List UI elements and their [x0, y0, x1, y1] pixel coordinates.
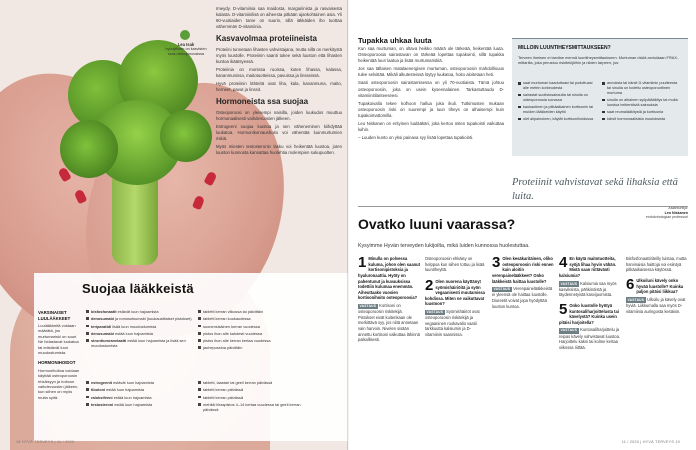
qa-column-1: [358, 256, 420, 345]
qa-column-3: [492, 256, 554, 311]
article-paragraph: Kun saa murtuman, on oltava heikko määrä ole tärkeää, heikentää luuta. Osteoporoosia sairastavan on tärkeää lopettaa tupakointi, sillä tupakka heikentää luun laatua ja lisää murtumariskiä.: [358, 46, 504, 64]
qa-answer: VASTAUS Kalsiumia saa myös kasviksista, pähkinöistä ja täydennetyistä kasvijuomista.: [559, 280, 617, 298]
qa-item: 1 Minulla on polvessa kuluma, johon olen saanut kortisonipistoksia ja hyaluronaattia. Hyöty on pahentunut ja kuvauksissa todettiin kulumaa enemmän. Aiheuttaako vuosien kortisonihoito osteoporoosia?: [358, 254, 420, 301]
article-paragraph: Myös miesten testosteronin lasku voi heikentää luustoa, joten luuston kunnosta kannattaa huolehtia molempien sukupuolten.: [216, 144, 342, 156]
dosage-item: jauhepussina päivittäin: [198, 345, 306, 350]
dosage-item: tabletti kerran kuukaudessa: [198, 316, 306, 321]
article-paragraph: Proteiini tunnetaan lihasten vahvistajana, mutta sillä on merkitystä myös luustolle. Proteiinin saanti tukee sekä luuston että lihasten kuntoa ikääntyessä.: [216, 46, 342, 64]
qa-answer-cont: Bisfosfonaattiriteilly luistaa, mutta harvinaisia haittoja voi esiintyä pitkäaikaisessa käytössä.: [626, 256, 687, 273]
qa-answer-cont: Osteoporoosin ehkäisy on helppoa kun siihen tottuu ja lisää luuntiheyttä.: [425, 256, 485, 273]
caption-text: hyödyllinen on kasvisten ruoa osteoporoosissa: [165, 47, 207, 57]
broccoli-floret: [60, 120, 118, 178]
section-heading: Tupakka uhkaa luuta: [358, 36, 432, 45]
medication-sidebar: [38, 310, 82, 405]
drug-item: bisfosfonaatit estävät luun hajoamista: [86, 309, 192, 314]
sidebar-text: Luulääkkeitä voidaan määrätä, jos murtumariski on suuri. Ne hidastavat luukatoa tai edistävät luun muodostumista.: [38, 323, 79, 356]
factbox-item: olet alipainoinen, käytät kortisonihoidossa: [518, 117, 598, 122]
article-paragraph: Jos saa tällaisen matalaenergisen murtuman, osteoporoosin mahdollisuus tulee selvittää. Mikäli alkutesteissä löytyy luukatoa, hoito aloitetaan heti.: [358, 66, 504, 78]
qa-column-4: [559, 256, 621, 352]
qa-item: 2 Olen nuorena käyttänyt syömishäiriöitä ja syön vegaanisesti muutamissa kohdissa. Miten ne vaikuttavat luustoon?: [425, 276, 485, 307]
factbox-title: MILLOIN LUUNTIHEYSMITTAUKSEEN?: [518, 45, 611, 51]
article-paragraph: Saati osteoporoosin sairastamisessa on yli 70-vuotiaista. Tämä johtuu osteoporoosiin, joka on usein kyseenalainen. Tarkastuttaudu D-vitamiinitilanteeseesi.: [358, 80, 504, 98]
caption-marker: [180, 30, 190, 40]
article-paragraph: – Luuden kunto on yksi painava syy lisää lopettaa tupakointi.: [358, 135, 474, 141]
article-paragraph: Tupakoivalla tekee kolhoon hallua joka ikuli. Tutkimusten mukaan osteoporoosin riski on suurempi ja luun tiheys on alhaisempi kuin tupakoimattomilla.: [358, 100, 504, 118]
qa-column-5: [626, 256, 688, 316]
factbox-list-1: [518, 81, 598, 123]
drug-list: [86, 309, 192, 350]
drug-item: testosteroni estää luun hajoamista: [86, 402, 192, 407]
factbox-item: sairastat suolistosairautta tai sinulla on osteoporoosia suvussa: [518, 93, 598, 103]
qa-column-2: [425, 256, 487, 340]
dosage-item: tabletti kerran viikossa tai päivittäin: [198, 309, 306, 314]
qa-answer: VASTAUS Kortisoni on osteoporoosin riskitekijä. Pistokset eivät kuitenkaan ole merkittävä syy, jos niitä annetaan vain harvoin. Nivelen sisään annettu kortisoni vaikuttaa lähinnä paikallisesti.: [358, 303, 420, 343]
article-paragraph: Hyvä proteiinin lähteitä ovat liha, kala, kananmuna, maito, herneet, pavut ja linssit.: [216, 81, 342, 93]
dosage-item: pistos ihon alle kahdesti vuodessa: [198, 331, 306, 336]
hormone-dosage-list: [198, 380, 306, 414]
dosage-item: tabletti, laastari tai geeli kerran päivässä: [198, 380, 306, 385]
page-gutter: [347, 0, 349, 450]
dosage-item: tabletti kerran päivässä: [198, 395, 306, 400]
tupakka-column: [358, 46, 504, 143]
page-folio-right: 11 / 2020 | HYVÄ TERVEYS 19: [621, 440, 680, 444]
factbox-item: sinulla on alhainen syöpälääkitys tai muita luustoa heikentäviä sairauksia: [602, 98, 682, 108]
sidebar-heading: HORMONIHOIDOT: [38, 360, 76, 366]
factbox-item: saat reumalääkitystä ja kortisonia: [602, 110, 682, 115]
qa-title: Ovatko luuni vaarassa?: [358, 216, 516, 232]
dosage-list: [198, 309, 306, 353]
drug-item: teriparatidi lisää luun muodostumista: [86, 324, 192, 329]
factbox-item: kaukautinen ja pitkäaikainen kortisonin tai muiden lääkkeiden käyttö: [518, 105, 598, 115]
factbox-list-2: [602, 81, 682, 123]
medication-panel-title: Suojaa lääkkeistä: [82, 281, 194, 296]
caption-name: Lea Isak: [177, 42, 195, 47]
dosage-item: suonensisäinen kerran vuodessa: [198, 324, 306, 329]
article-paragraph: Proteiinia on monissa ruoissa, kuten lihassa, kalassa, kananmunissa, maitotuotteissa, pavuissa ja linsseissä.: [216, 67, 342, 79]
expert-credit: Asiantuntija: Leo Niskanen endokrinologian professori: [645, 206, 688, 220]
factbox-item: saat murtuman kaaduttuasi tai pudottuasi alle metrin korkeudesta: [518, 81, 598, 91]
hormone-drug-list: [86, 380, 192, 409]
dosage-item: pistos ihon alle kerran kertaa vuodessa: [198, 338, 306, 343]
article-paragraph: Osteoporoosi on yleisempi naisilla, joiden luukudos muuttuu hormonaalisesti vaihdevuosien jälkeen.: [216, 109, 342, 121]
drug-item: denosumabi estää luun hajoamista: [86, 331, 192, 336]
qa-item: 4 En käytä maitotuotteita, syöjä lihaa hyvin vähän. Mistä saan riittävästi kalsiumia?: [559, 254, 617, 278]
dosage-item: mehiläi lihaspistos 4–14 kertaa vuodessa tai geeli kerran päivässä: [198, 402, 306, 412]
pull-quote: Proteiinit vahvistavat sekä lihaksia että luita.: [512, 177, 678, 202]
article-paragraph: Estrogeeni suojaa luustoa ja sen väheneminen kiihdyttää luukatoa. Hormonikorvaushoito voi vähentää luunmurtumien riskiä.: [216, 123, 342, 142]
factbox-item: annoksia tai kärsit D-vitamiinin puutteesta tai sinulla on todettu osteoporoottinen murtuma: [602, 81, 682, 96]
left-article-column: [216, 6, 342, 158]
bone-density-factbox: [512, 38, 688, 156]
sidebar-heading: VARSINAISET LUULÄÄKKEET: [38, 310, 71, 321]
sidebar-text: Hormonihoitoa voidaan käyttää osteoporoosin ehkäisyyn ja hoitoon vaihdevuosien jälkeen, kun siihen on myös muita syitä.: [38, 367, 80, 400]
qa-answer: VASTAUS Ulkoilu ja kävely ovat hyviä. Liikkumalla saa myös D-vitamiinia auringosta kesäisin.: [626, 296, 686, 314]
section-heading: Hormoneista ssa suojaa: [216, 97, 309, 107]
factbox-intro: Terveen ihmisen ei tarvitse mennä luuntiheysmittaukseen. Murtuman riskiä arvioidaan FRAX-mittarilla, joka perustuu riskitekijöihin ja niiden tarpeen, jos:: [518, 55, 679, 66]
page-folio-left: 18 HYVÄ TERVEYS | 11 / 2020: [16, 440, 75, 444]
dosage-item: tabletti kerran päivässä: [198, 387, 306, 392]
photo-caption: [163, 42, 209, 57]
qa-answer: VASTAUS Syömishäiriöt ovat osteoporoosin riskitekijä ja vegaaninen ruokavalio vaatii tarkkuutta kalsiumin ja D-vitamiinin saannissa.: [425, 309, 480, 338]
drug-item: tiboloni estää luun hajoamista: [86, 387, 192, 392]
drug-item: estrogeenit estävät luun hajoamista: [86, 380, 192, 385]
qa-subtitle: Kysyimme Hyvän terveyden lukijoilta, mikä luiden kunnossa huolestuttaa.: [358, 243, 530, 249]
broccoli-floret: [160, 110, 212, 162]
drug-item: denosumabi ja romosotsumabi (kuukausittaiset pistokset): [86, 316, 192, 321]
factbox-item: kärsit hormonaalisista muutoksista: [602, 117, 682, 122]
article-paragraph: Imeydy. D-vitamiinia saa maidosta, margariinista ja rasvaisesta kalasta. D-vitamiinilisä on aiheesta pitkään ajankohtainen asia. Yli 60-vuotiaiden tarve on suurin, sillä iäkkäiden iho tuottaa vähemmän D-vitamiinia.: [216, 6, 342, 30]
qa-item: 6 Ulkoiluni kävely onko hyvää luustolle? Kuinka paljon pitäisi liikkua?: [626, 275, 684, 295]
qa-answer: VASTAUS Kuntosaliharjoittelu ja reipas kävely vahvistavat luustoa. Harjoittelu kaksi tai kolme kertaa viikossa riittää.: [559, 327, 620, 350]
article-paragraph: Leo Niskanen on erityinen luulääkäri, joka kertoo miten tupakointi vaikuttaa luihin.: [358, 121, 504, 133]
qa-item: 5 Onko luustolle hyötyä kuntosaliharjoittelusta tai kävelystä? Kuinka usein pitäisi harjoitella?: [559, 300, 619, 325]
drug-item: strontiumranelaatti estää luun hajoamista ja lisää sen muodostumista: [86, 338, 192, 348]
qa-item: 3 Olen kesäkaritäinen, oliko osteoporoosin riski ennen kuin aloitin verenpainelääkkeet? Onko lääkkeistä haittaa luustolle?: [492, 254, 554, 284]
qa-answer: VASTAUS Verenpainelääkkeistä ei yleensä ole haittaa luustolle. Diureetit voivat jopa hyödyttää luuston kuntoa.: [492, 286, 553, 309]
drug-item: raloksifeeni estää luun hajoamista: [86, 395, 192, 400]
section-heading: Kasvavolmaa proteiineista: [216, 34, 317, 44]
